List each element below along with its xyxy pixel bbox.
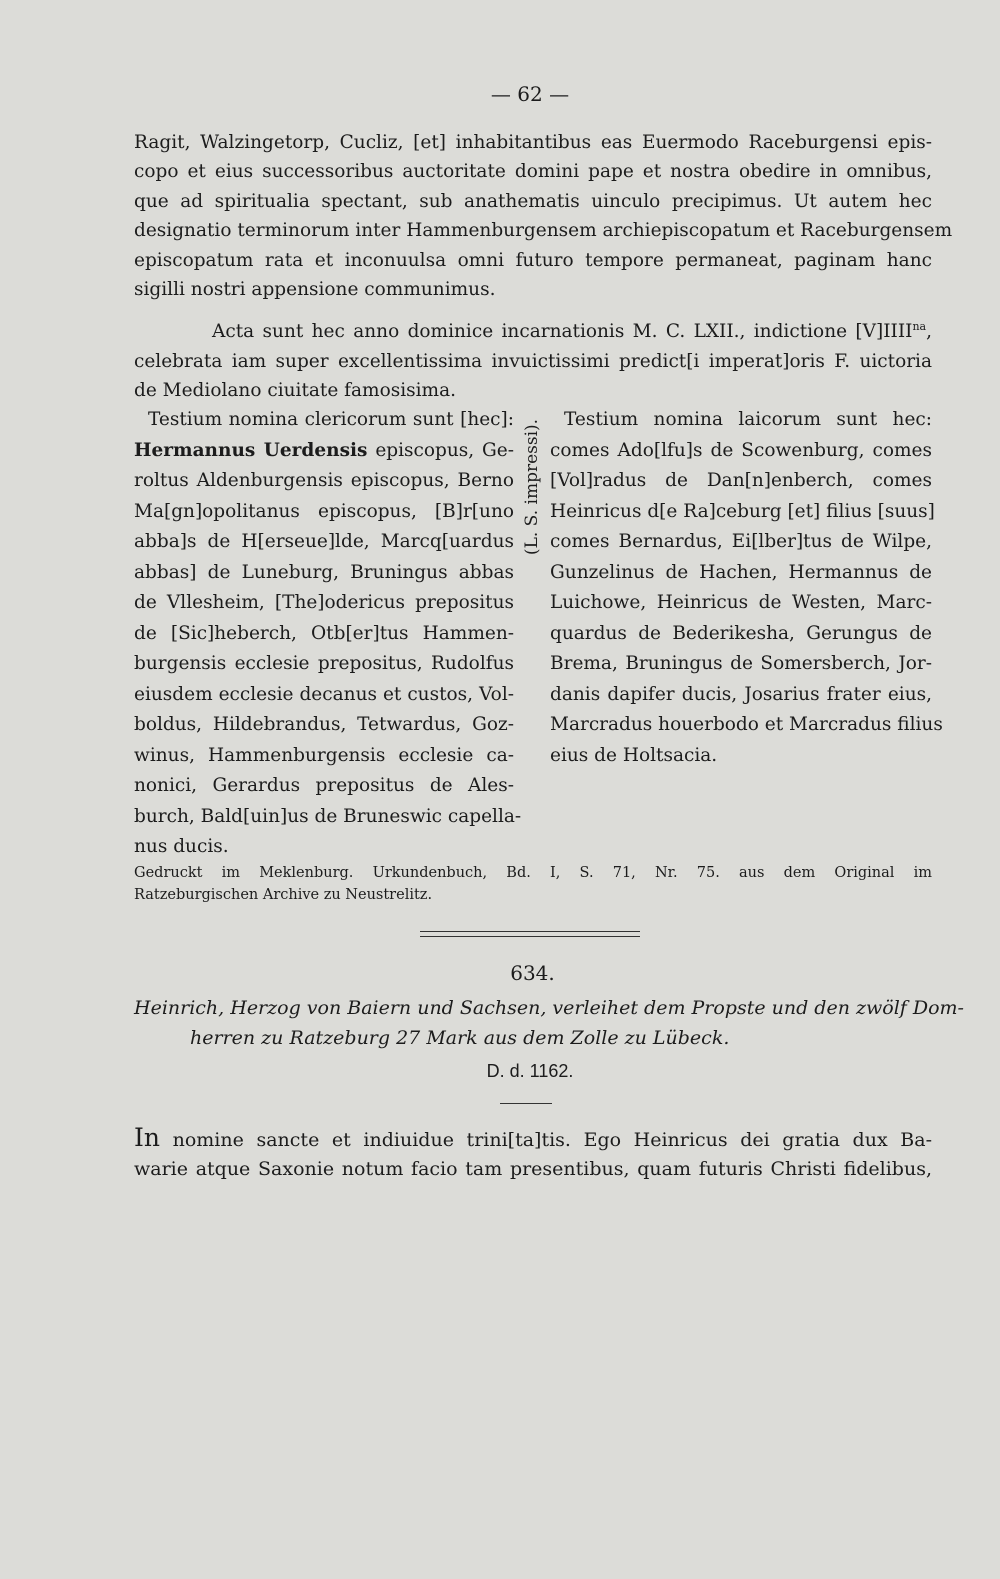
short-divider [500, 1103, 552, 1104]
text-line: abbas] de Luneburg, Bruningus abbas [134, 561, 514, 583]
text-line: danis dapifer ducis, Josarius frater eius, [550, 683, 932, 705]
text-fragment: nomine sancte et indiuidue trini[ta]tis. Ego Heinricus dei gratia dux Ba- [159, 1129, 932, 1151]
charter-paragraph-2 [134, 312, 932, 405]
text-fragment: episcopus, Ge- [367, 439, 514, 461]
document-number: 634. [510, 961, 555, 985]
text-line: copo et eius successoribus auctoritate domini pape et nostra obedire in omnibus, [134, 161, 932, 183]
text-line: sigilli nostri appensione communimus. [134, 279, 496, 301]
text-line: celebrata iam super excellentissima invuictissimi predict[i imperat]oris F. uictoria [134, 350, 932, 372]
text-line: Ma[gn]opolitanus episcopus, [B]r[uno [134, 500, 514, 522]
text-line: Brema, Bruningus de Somersberch, Jor- [550, 653, 932, 674]
text-line: quardus de Bederikesha, Gerungus de [550, 622, 932, 644]
document-date: D. d. 1162. [486, 1061, 574, 1081]
text-line: que ad spiritualia spectant, sub anathematis uinculo precipimus. Ut autem hec [134, 190, 932, 212]
text-line: winus, Hammenburgensis ecclesie ca- [134, 744, 514, 766]
text-line: de [Sic]heberch, Otb[er]tus Hammen- [134, 622, 514, 644]
charter-paragraph-1 [134, 128, 953, 304]
charter-opening [134, 1123, 932, 1185]
text-line: herren zu Ratzeburg 27 Mark aus dem Zolle zu Lübeck. [190, 1027, 730, 1049]
seal-note [515, 412, 549, 562]
text-line: Ragit, Walzingetorp, Cucliz, [et] inhabitantibus eas Euermodo Raceburgensi epis- [134, 132, 932, 153]
section-divider [420, 931, 640, 937]
text-line [134, 312, 932, 347]
text-line: episcopatum rata et inconuulsa omni futuro tempore permaneat, paginam hanc [134, 249, 932, 271]
text-line: boldus, Hildebrandus, Tetwardus, Goz- [134, 714, 514, 735]
bishop-name: Hermannus Uerdensis [134, 439, 368, 461]
text-line: Marcradus houerbodo et Marcradus filius [550, 714, 943, 735]
text-line: roltus Aldenburgensis episcopus, Berno [134, 470, 514, 491]
text-line: burgensis ecclesie prepositus, Rudolfus [134, 653, 514, 674]
text-line: de Vllesheim, [The]odericus prepositus [134, 592, 514, 613]
text-line: Luichowe, Heinricus de Westen, Marc- [550, 592, 932, 613]
text-line: Gedruckt im Meklenburg. Urkundenbuch, Bd. I, S. 71, Nr. 75. aus dem Original im [134, 865, 932, 881]
text-line: warie atque Saxonie notum facio tam presentibus, quam futuris Christi fidelibus, [134, 1158, 932, 1181]
text-line: Heinricus d[e Ra]ceburg [et] filius [suus] [550, 500, 935, 522]
text-line: eius de Holtsacia. [550, 744, 718, 766]
regest-summary [134, 993, 964, 1053]
witness-intro: Testium nomina laicorum sunt hec: [564, 409, 932, 430]
text-line: eiusdem ecclesie decanus et custos, Vol- [134, 683, 514, 705]
witness-intro: Testium nomina clericorum sunt [hec]: [148, 409, 514, 430]
laity-witnesses [550, 405, 943, 771]
page-number: — 62 — [490, 82, 570, 106]
text-line [134, 1123, 932, 1155]
text-line: Ratzeburgischen Archive zu Neustrelitz. [134, 887, 433, 903]
text-line: nonici, Gerardus prepositus de Ales- [134, 775, 514, 796]
text-line: abba]s de H[erseue]lde, Marcq[uardus [134, 531, 514, 552]
print-reference [134, 862, 932, 906]
initial-letter: In [134, 1123, 160, 1152]
dating-clause: Acta sunt hec anno dominice incarnationis M. C. LXII., indictione [V]IIII [212, 321, 913, 343]
text-line: nus ducis. [134, 836, 229, 857]
text-line [134, 436, 514, 467]
text-line: comes Bernardus, Ei[lber]tus de Wilpe, [550, 531, 932, 552]
seal-text: (L. S. impressi). [522, 418, 542, 556]
text-line: Heinrich, Herzog von Baiern und Sachsen, verleihet dem Propste und den zwölf Dom- [134, 997, 964, 1019]
text-line: burch, Bald[uin]us de Bruneswic capella- [134, 805, 522, 827]
text-line: Gunzelinus de Hachen, Hermannus de [550, 561, 932, 583]
clergy-witnesses [134, 405, 522, 863]
superscript: na [912, 320, 927, 333]
text-line: comes Ado[lfu]s de Scowenburg, comes [550, 439, 932, 461]
text-line: de Mediolano ciuitate famosisima. [134, 379, 457, 401]
text-line: designatio terminorum inter Hammenburgensem archiepiscopatum et Raceburgensem [134, 220, 953, 242]
text-line: [Vol]radus de Dan[n]enberch, comes [550, 470, 932, 491]
punctuation: , [926, 321, 932, 343]
